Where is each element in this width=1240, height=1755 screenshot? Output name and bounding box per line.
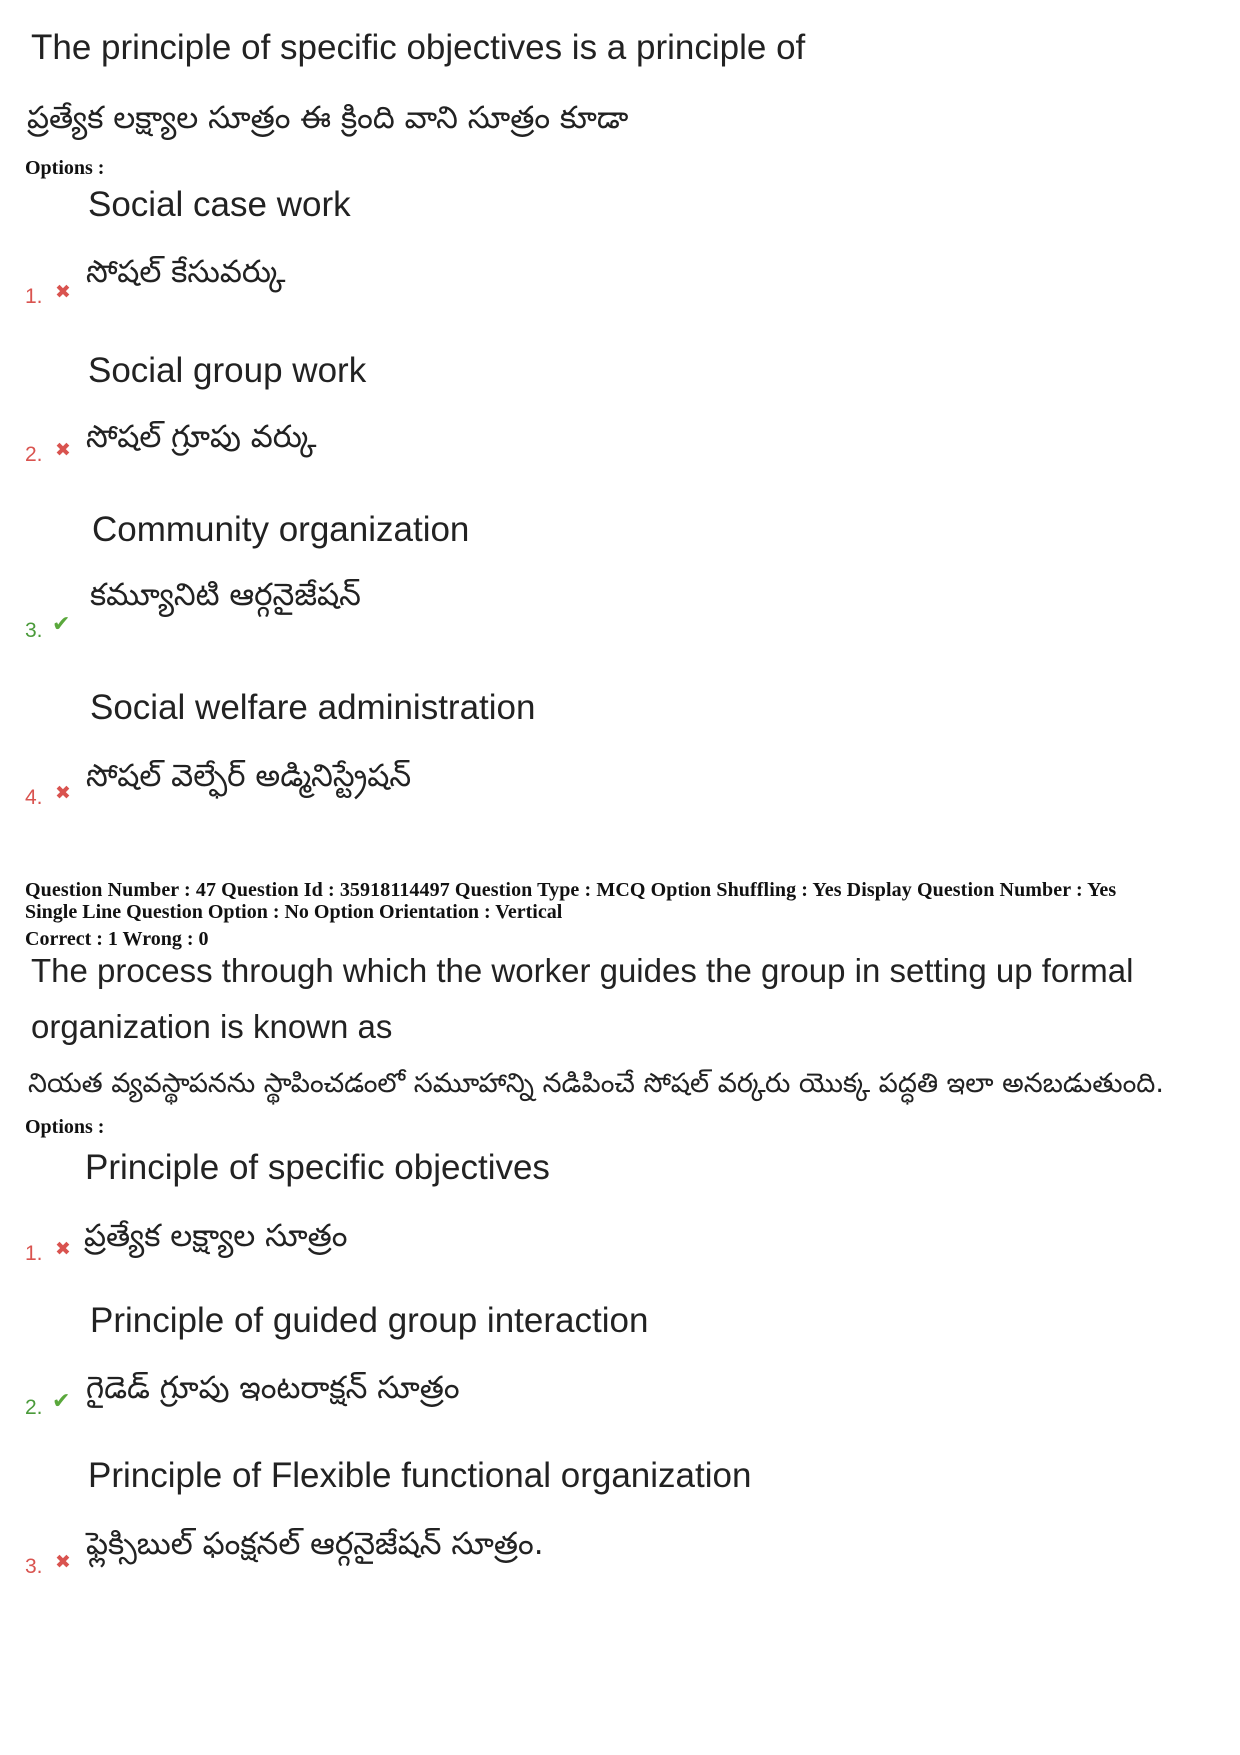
option-text-te: సోషల్ కేసువర్కు (86, 254, 286, 290)
option-text-en: Principle of guided group interaction (90, 1301, 649, 1340)
option-text-en: Social welfare administration (90, 688, 536, 727)
options-label: Options : (25, 1116, 105, 1138)
option-text-en: Principle of Flexible functional organization (88, 1456, 752, 1495)
option-number: 1. (25, 1242, 43, 1265)
question-meta-line-1: Question Number : 47 Question Id : 35918114497 Question Type : MCQ Option Shuffling : Yes Display Question Number : Yes (25, 879, 1117, 901)
option-text-te: ప్రత్యేక లక్ష్యాల సూత్రం (84, 1218, 348, 1254)
option-number: 4. (25, 786, 43, 809)
wrong-mark-icon: ✖ (55, 439, 71, 461)
wrong-mark-icon: ✖ (55, 1238, 71, 1260)
question-text-en-line-1: The process through which the worker guides the group in setting up formal (31, 952, 1134, 989)
question-text-en: The principle of specific objectives is a principle of (31, 28, 806, 67)
question-meta-line-2: Single Line Question Option : No Option Orientation : Vertical (25, 901, 563, 923)
options-label: Options : (25, 157, 105, 179)
option-text-te: కమ్యూనిటి ఆర్గనైజేషన్ (90, 577, 361, 613)
option-number: 1. (25, 285, 43, 308)
option-text-en: Social case work (88, 185, 351, 224)
wrong-mark-icon: ✖ (55, 281, 71, 303)
correct-mark-icon: ✔ (52, 612, 71, 637)
wrong-mark-icon: ✖ (55, 782, 71, 804)
option-text-en: Social group work (88, 351, 367, 390)
wrong-mark-icon: ✖ (55, 1551, 71, 1573)
question-text-te: ప్రత్యేక లక్ష్యాల సూత్రం ఈ క్రింది వాని సూత్రం కూడా (27, 100, 629, 136)
option-number: 3. (25, 619, 43, 642)
question-meta-line-3: Correct : 1 Wrong : 0 (25, 928, 209, 950)
option-text-te: సోషల్ గ్రూపు వర్కు (86, 419, 317, 455)
option-number: 3. (25, 1555, 43, 1578)
option-text-en: Community organization (92, 510, 470, 549)
option-text-te: ఫ్లెక్సిబుల్ ఫంక్షనల్ ఆర్గనైజేషన్ సూత్రం. (86, 1526, 544, 1562)
option-text-te: సోషల్ వెల్ఫేర్ అడ్మినిస్ట్రేషన్ (86, 758, 412, 794)
correct-mark-icon: ✔ (52, 1389, 71, 1414)
question-text-te: నియత వ్యవస్థాపనను స్థాపించడంలో సమూహాన్ని నడిపించే సోషల్ వర్కరు యొక్క పద్ధతి ఇలా అనబడుతుంది. (28, 1068, 1164, 1099)
option-text-en: Principle of specific objectives (85, 1148, 550, 1187)
question-text-en-line-2: organization is known as (31, 1008, 393, 1045)
option-number: 2. (25, 1396, 43, 1419)
option-number: 2. (25, 443, 43, 466)
option-text-te: గైడెడ్ గ్రూపు ఇంటరాక్షన్ సూత్రం (86, 1370, 460, 1406)
